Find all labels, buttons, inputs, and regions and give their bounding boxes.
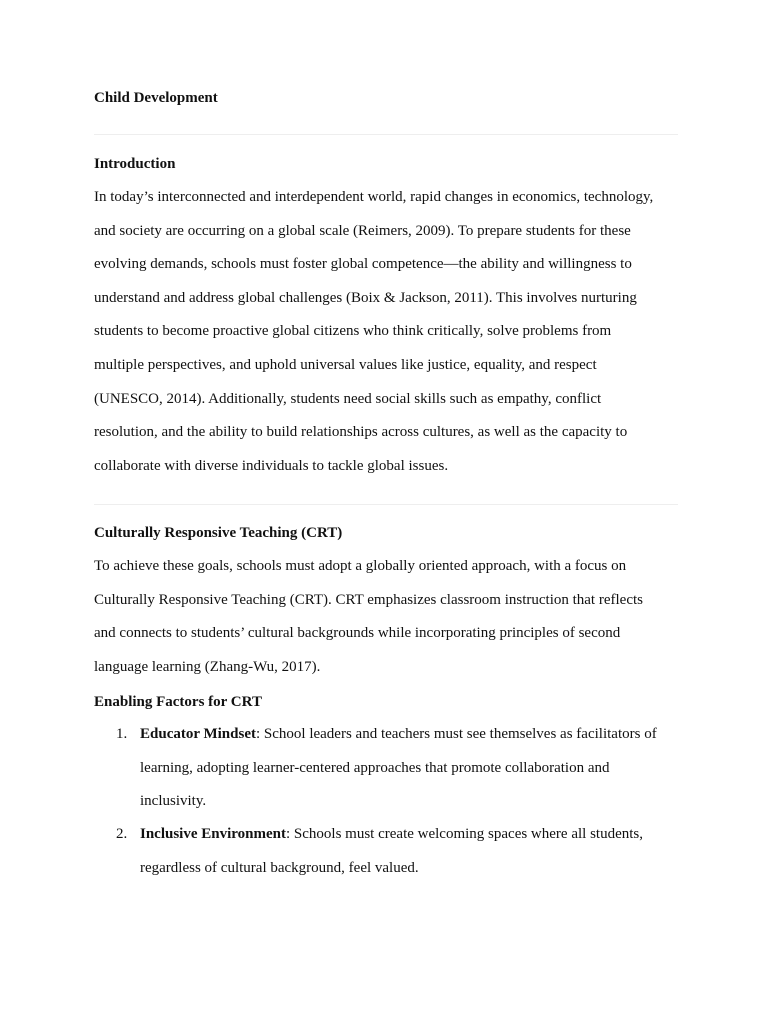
section-divider [94, 504, 678, 505]
list-number: 2. [116, 826, 128, 842]
paragraph-line: students to become proactive global citizens who think critically, solve problems from [94, 323, 612, 340]
document-title: Child Development [94, 90, 218, 106]
paragraph-line: To achieve these goals, schools must adopt a globally oriented approach, with a focus on [94, 558, 627, 574]
introduction-heading: Introduction [94, 156, 176, 172]
list-item-text [140, 818, 685, 885]
paragraph-line: (UNESCO, 2014). Additionally, students need social skills such as empathy, conflict [94, 390, 602, 407]
list-item-text-run: : Schools must create welcoming spaces where all students, [286, 826, 643, 842]
paragraph-line: evolving demands, schools must foster global competence—the ability and willingness to [94, 256, 632, 273]
list-item-line: learning, adopting learner-centered approaches that promote collaboration and [140, 759, 610, 776]
crt-paragraph [94, 550, 684, 684]
paragraph-line: resolution, and the ability to build relationships across cultures, as well as the capacity to [94, 424, 628, 441]
introduction-paragraph [94, 181, 684, 483]
enabling-factors-heading: Enabling Factors for CRT [94, 694, 262, 710]
list-item-line [140, 718, 685, 752]
paragraph-line: multiple perspectives, and uphold universal values like justice, equality, and respect [94, 356, 597, 373]
paragraph-line: Culturally Responsive Teaching (CRT). CRT emphasizes classroom instruction that reflects [94, 591, 643, 608]
list-item-line: inclusivity. [140, 793, 207, 810]
section-divider [94, 134, 678, 135]
list-item-term: Inclusive Environment [140, 826, 286, 842]
list-item-term: Educator Mindset [140, 726, 256, 742]
paragraph-line: collaborate with diverse individuals to tackle global issues. [94, 457, 449, 474]
paragraph-line: understand and address global challenges (Boix & Jackson, 2011). This involves nurturing [94, 289, 637, 306]
crt-heading: Culturally Responsive Teaching (CRT) [94, 525, 343, 541]
paragraph-line: and society are occurring on a global scale (Reimers, 2009). To prepare students for these [94, 222, 631, 239]
list-number: 1. [116, 726, 128, 742]
paragraph-line: In today’s interconnected and interdependent world, rapid changes in economics, technology, [94, 189, 654, 205]
list-item-line [140, 818, 685, 852]
list-item-line: regardless of cultural background, feel valued. [140, 859, 419, 876]
list-item-text-run: : School leaders and teachers must see themselves as facilitators of [255, 726, 657, 742]
paragraph-line: and connects to students’ cultural backgrounds while incorporating principles of second [94, 625, 621, 642]
list-item-text [140, 718, 685, 819]
paragraph-line: language learning (Zhang-Wu, 2017). [94, 658, 321, 675]
